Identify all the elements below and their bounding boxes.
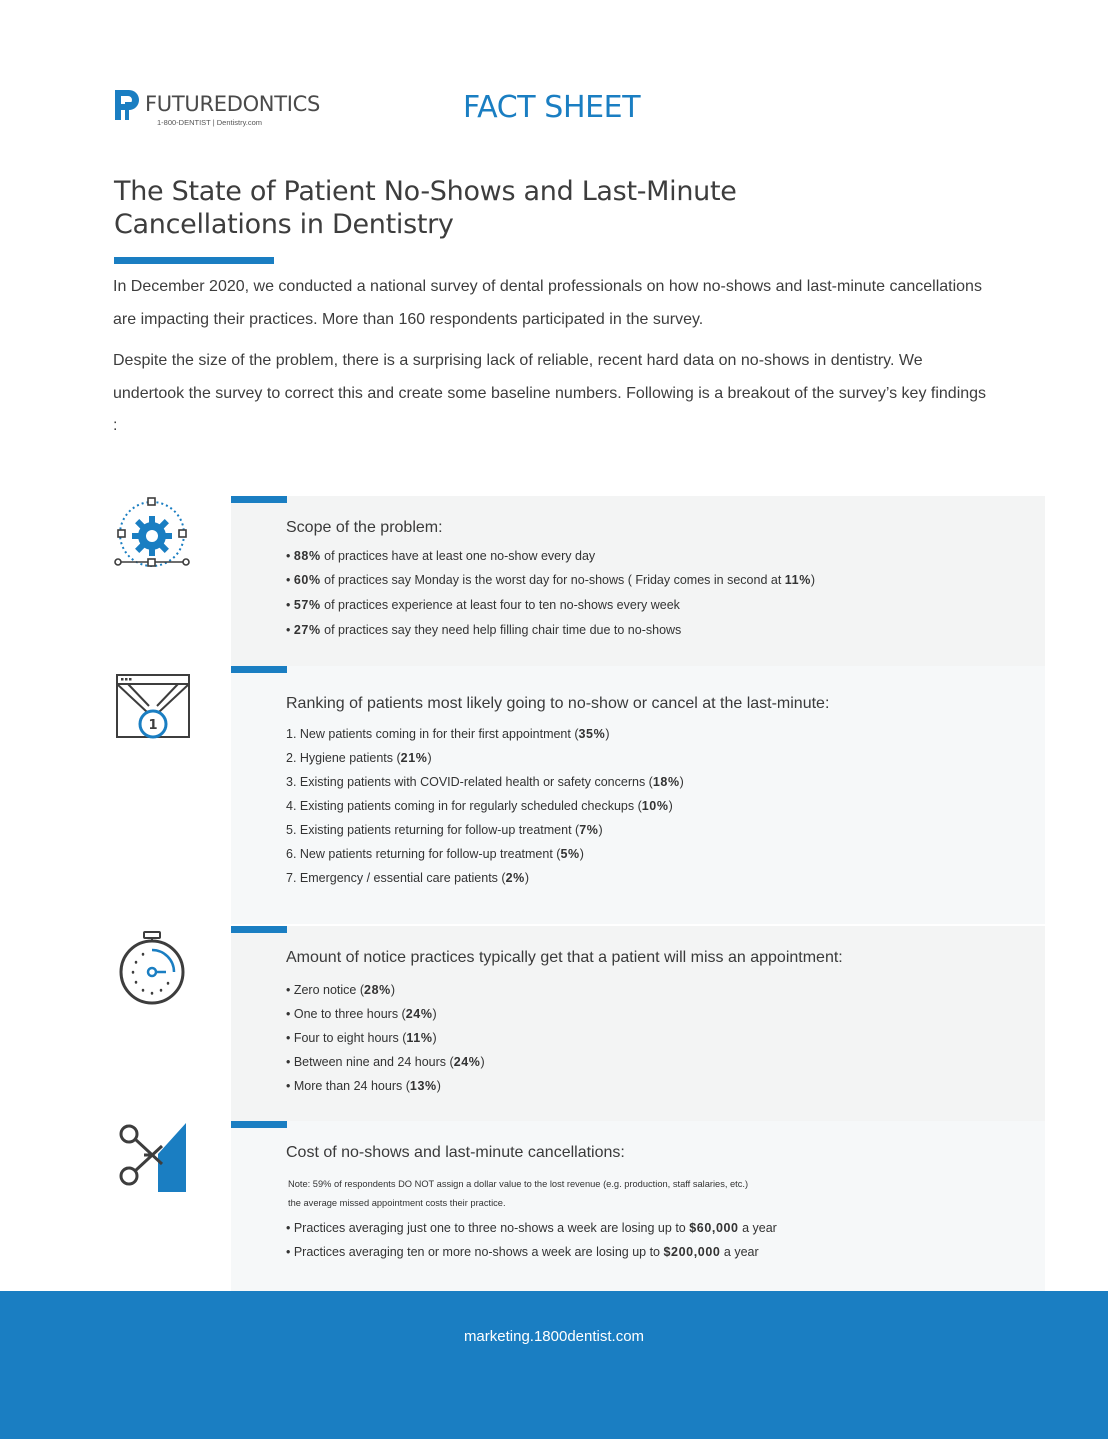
cost-note bbox=[288, 1175, 908, 1213]
page-title bbox=[114, 175, 814, 241]
cost-section bbox=[231, 1121, 1045, 1291]
list-item: 5. Existing patients returning for follow-up treatment (7%) bbox=[286, 823, 603, 837]
cost-note-line-1: Note: 59% of respondents DO NOT assign a dollar value to the lost revenue (e.g. production, staff salaries, etc.) bbox=[288, 1179, 749, 1189]
list-item: 6. New patients returning for follow-up treatment (5%) bbox=[286, 847, 584, 861]
list-item: • Four to eight hours (11%) bbox=[286, 1031, 437, 1045]
company-logo bbox=[115, 90, 321, 130]
footer-band bbox=[0, 1291, 1108, 1439]
ranking-list bbox=[286, 722, 684, 890]
footer-website-link[interactable]: marketing.1800dentist.com bbox=[463, 1328, 645, 1345]
notice-section-title: Amount of notice practices typically get that a patient will miss an appointment: bbox=[286, 949, 843, 966]
section-accent-bar bbox=[231, 1121, 287, 1128]
section-accent-bar bbox=[231, 496, 287, 503]
list-item: • Zero notice (28%) bbox=[286, 983, 396, 997]
scope-section bbox=[231, 496, 1045, 666]
ranking-section bbox=[231, 666, 1045, 924]
stopwatch-icon bbox=[114, 930, 192, 1008]
title-underline-accent bbox=[114, 257, 274, 264]
cost-note-line-2: the average missed appointment costs their practice. bbox=[288, 1198, 506, 1208]
list-item: • Practices averaging ten or more no-shows a week are losing up to $200,000 a year bbox=[286, 1245, 759, 1259]
list-item: • 57% of practices experience at least four to ten no-shows every week bbox=[286, 598, 680, 612]
section-accent-bar bbox=[231, 666, 287, 673]
intro-paragraph-1: In December 2020, we conducted a national survey of dental professionals on how no-shows and last-minute cancellations are impacting their practices. More than 160 respondents participated in the survey. bbox=[113, 278, 982, 328]
gear-icon bbox=[114, 496, 192, 574]
list-item: • More than 24 hours (13%) bbox=[286, 1079, 441, 1093]
futuredontics-logo-mark-icon bbox=[115, 90, 139, 120]
list-item: 1. New patients coming in for their first appointment (35%) bbox=[286, 727, 610, 741]
notice-section bbox=[231, 926, 1045, 1121]
list-item: 7. Emergency / essential care patients (2%) bbox=[286, 871, 530, 885]
scope-stats-list bbox=[286, 544, 815, 642]
cost-stats-list bbox=[286, 1216, 777, 1264]
list-item: • 27% of practices say they need help filling chair time due to no-shows bbox=[286, 623, 682, 637]
list-item: • 88% of practices have at least one no-show every day bbox=[286, 549, 596, 563]
title-line-1: The State of Patient No-Shows and Last-Minute bbox=[114, 176, 737, 207]
list-item: • 60% of practices say Monday is the worst day for no-shows ( Friday comes in second at 11%) bbox=[286, 573, 816, 587]
notice-stats-list bbox=[286, 978, 485, 1098]
logo-wordmark: FUTUREDONTICS bbox=[145, 92, 321, 116]
list-item: 3. Existing patients with COVID-related health or safety concerns (18%) bbox=[286, 775, 684, 789]
document-type-title: FACT SHEET bbox=[463, 90, 641, 125]
scissors-icon bbox=[114, 1120, 192, 1198]
list-item: • One to three hours (24%) bbox=[286, 1007, 437, 1021]
logo-tagline: 1-800-DENTIST | Dentistry.com bbox=[157, 118, 263, 127]
medal-icon bbox=[114, 672, 192, 750]
list-item: • Between nine and 24 hours (24%) bbox=[286, 1055, 485, 1069]
section-accent-bar bbox=[231, 926, 287, 933]
scope-section-title: Scope of the problem: bbox=[286, 519, 443, 536]
ranking-section-title: Ranking of patients most likely going to no-show or cancel at the last-minute: bbox=[286, 695, 830, 712]
list-item: 2. Hygiene patients (21%) bbox=[286, 751, 432, 765]
title-line-2: Cancellations in Dentistry bbox=[114, 209, 454, 240]
svg-text:1: 1 bbox=[148, 718, 158, 733]
list-item: • Practices averaging just one to three no-shows a week are losing up to $60,000 a year bbox=[286, 1221, 777, 1235]
cost-section-title: Cost of no-shows and last-minute cancellations: bbox=[286, 1144, 625, 1161]
intro-paragraph-2: Despite the size of the problem, there is a surprising lack of reliable, recent hard data on no-shows in dentistry. We undertook the survey to correct this and create some baseline numbers. Following is a breakout of the survey’s key findings : bbox=[113, 352, 987, 434]
list-item: 4. Existing patients coming in for regularly scheduled checkups (10%) bbox=[286, 799, 673, 813]
